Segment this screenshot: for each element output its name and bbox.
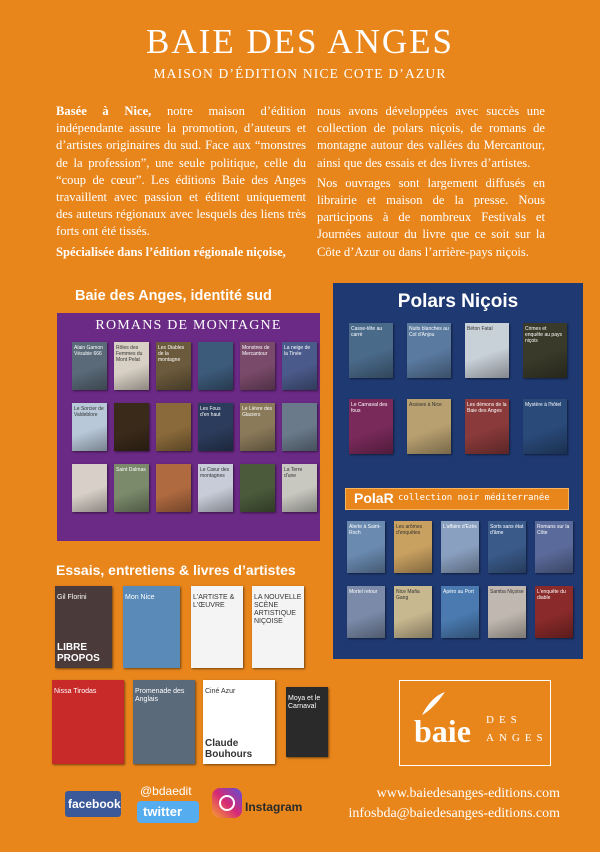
instagram-icon[interactable] bbox=[212, 788, 242, 818]
book-cover-title: Monstres de Mercantour bbox=[242, 345, 270, 357]
book-cover bbox=[441, 586, 479, 638]
polar-collection-band bbox=[345, 488, 569, 510]
book-cover-title: Samba Niçoise bbox=[490, 589, 524, 595]
book-cover bbox=[282, 342, 317, 390]
book-cover bbox=[347, 521, 385, 573]
book-cover-title: L'affaire d'Ezès bbox=[443, 524, 477, 530]
essay-book-cover bbox=[191, 586, 243, 668]
book-cover bbox=[488, 521, 526, 573]
essay-book-title: L'ARTISTE & L'ŒUVRE bbox=[193, 594, 235, 609]
book-cover bbox=[349, 399, 393, 454]
book-cover bbox=[72, 464, 107, 512]
essay-book-title: Nissa Tirodas bbox=[54, 688, 97, 695]
book-cover-title: Nice Mafia Gang bbox=[396, 589, 420, 601]
book-cover-title: Mortel retour bbox=[349, 589, 378, 595]
book-cover-title: Le Sorcier de Valdeblore bbox=[74, 406, 104, 418]
book-cover-title: Le Lièvre des Glaciers bbox=[242, 406, 273, 418]
publisher-logo bbox=[399, 680, 551, 766]
polar-logo: PolaR bbox=[354, 490, 394, 506]
book-cover bbox=[523, 323, 567, 378]
book-cover-title: Le Carnaval des fous bbox=[351, 402, 388, 414]
book-cover bbox=[407, 399, 451, 454]
essays-heading: Essais, entretiens & livres d’artistes bbox=[56, 562, 296, 578]
book-cover-title: Sorts sans état d'âme bbox=[490, 524, 524, 536]
intro-right-p1: nous avons développées avec succès une collection de polars niçois, de romans de montagne autour des vallées du Mercantour, ainsi que des essais et des livres d’artistes. bbox=[317, 104, 545, 170]
intro-lead: Basée à Nice, bbox=[56, 104, 152, 118]
book-cover bbox=[72, 342, 107, 390]
page-title: BAIE DES ANGES bbox=[145, 22, 455, 61]
essay-book-title: Promenade des Anglais bbox=[135, 688, 185, 703]
facebook-label: facebook bbox=[68, 797, 121, 811]
intro-right-column bbox=[317, 103, 545, 264]
book-cover-title: Alain Gamon Vésubie 666 bbox=[74, 345, 103, 357]
essay-book-cover bbox=[133, 680, 195, 764]
essay-book-subtitle: LIBRE PROPOS bbox=[57, 642, 100, 664]
book-cover bbox=[72, 403, 107, 451]
essay-book-cover bbox=[252, 586, 304, 668]
book-cover-title: Béton Fatal bbox=[467, 326, 493, 332]
twitter-button[interactable] bbox=[137, 801, 199, 823]
book-cover bbox=[523, 399, 567, 454]
book-cover bbox=[198, 464, 233, 512]
book-cover bbox=[535, 521, 573, 573]
essay-book-cover bbox=[55, 586, 112, 668]
book-cover-title: Mystère à l'hôtel bbox=[525, 402, 562, 408]
book-cover-title: Les démons de la Baie des Anges bbox=[467, 402, 507, 414]
book-cover bbox=[240, 403, 275, 451]
polars-panel-title: Polars Niçois bbox=[397, 291, 519, 312]
essay-book-cover bbox=[52, 680, 124, 764]
book-cover-title: Les arômes d'enquêtes bbox=[396, 524, 423, 536]
book-cover-title: Le Cœur des montagnes bbox=[200, 467, 230, 479]
book-cover-title: La neige de la Tinée bbox=[284, 345, 311, 357]
book-cover bbox=[394, 586, 432, 638]
essay-book-subtitle: Claude Bouhours bbox=[205, 738, 253, 760]
book-cover-title: L'enquête du diable bbox=[537, 589, 566, 601]
logo-des: DES bbox=[486, 714, 522, 726]
website-link[interactable]: www.baiedesanges-editions.com bbox=[376, 786, 560, 801]
identity-heading: Baie des Anges, identité sud bbox=[75, 288, 272, 304]
book-cover-title: Romans sur la Côte bbox=[537, 524, 570, 536]
book-cover bbox=[114, 403, 149, 451]
essay-book-title: Gil Florini bbox=[57, 594, 87, 601]
twitter-label: twitter bbox=[143, 804, 182, 819]
book-cover bbox=[488, 586, 526, 638]
twitter-handle: @bdaedit bbox=[140, 784, 192, 798]
book-cover bbox=[156, 342, 191, 390]
essay-book-title: LA NOUVELLE SCÈNE ARTISTIQUE NIÇOISE bbox=[254, 594, 302, 625]
book-cover bbox=[465, 323, 509, 378]
book-cover bbox=[156, 403, 191, 451]
book-cover bbox=[198, 403, 233, 451]
book-cover bbox=[465, 399, 509, 454]
book-cover-title: Crimes et enquête au pays niçois bbox=[525, 326, 562, 344]
book-cover bbox=[240, 342, 275, 390]
book-cover bbox=[394, 521, 432, 573]
book-cover bbox=[114, 464, 149, 512]
essay-book-title: Moya et le Carnaval bbox=[288, 695, 321, 710]
book-cover bbox=[349, 323, 393, 378]
page-subtitle: MAISON D’ÉDITION NICE COTE D’AZUR bbox=[153, 66, 447, 81]
book-cover-title: Les Fous d'en haut bbox=[200, 406, 221, 418]
book-cover bbox=[535, 586, 573, 638]
intro-right-p2: Nos ouvrages sont largement diffusés en librairie et maison de la presse. Nous participons à de nombreux Festivals et Journées autour du livre que ce soit sur la Côte d’Azur ou dans l’arrière-pays niçois. bbox=[317, 175, 545, 259]
polars-panel bbox=[333, 283, 583, 659]
book-cover-title: Casse-tête au carré bbox=[351, 326, 383, 338]
facebook-button[interactable] bbox=[65, 791, 121, 817]
book-cover-title: Alerte à Saint-Roch bbox=[349, 524, 381, 536]
book-cover bbox=[156, 464, 191, 512]
book-cover-title: Saint Dalmas bbox=[116, 467, 146, 473]
logo-main: baie bbox=[414, 713, 471, 749]
essay-book-title: Mon Nice bbox=[125, 594, 155, 601]
book-cover bbox=[441, 521, 479, 573]
book-cover-title: Rôles des Femmes du Mont Pelat bbox=[116, 345, 143, 363]
book-cover bbox=[240, 464, 275, 512]
essay-book-title: Ciné Azur bbox=[205, 688, 236, 695]
intro-body: notre maison d’édition indépendante assure la promotion, d’auteurs et d’artistes originaires du sud. Face aux “monstres de la profession”, une seule politique, celle du “coup de cœur”. Les éditions Baie des Anges travaillent avec passion et éditent uniquement des auteurs régionaux avec lesquels des liens très forts ont été tissés. bbox=[56, 104, 306, 239]
mountain-novels-panel bbox=[57, 313, 320, 541]
logo-anges: ANGES bbox=[486, 732, 548, 744]
essay-book-cover bbox=[203, 680, 275, 764]
book-cover bbox=[114, 342, 149, 390]
book-cover bbox=[198, 342, 233, 390]
book-cover bbox=[347, 586, 385, 638]
instagram-label: Instagram bbox=[245, 800, 303, 814]
essay-book-cover bbox=[286, 687, 328, 757]
email-link[interactable]: infosbda@baiedesanges-editions.com bbox=[348, 806, 560, 821]
book-cover-title: La Terre d'une bbox=[284, 467, 303, 479]
book-cover-title: Assises à Nice bbox=[409, 402, 442, 408]
book-cover-title: Nuits blanches au Col d'Anjou bbox=[409, 326, 449, 338]
intro-left-column bbox=[56, 103, 306, 264]
essay-book-cover bbox=[123, 586, 180, 668]
book-cover bbox=[282, 403, 317, 451]
book-cover bbox=[407, 323, 451, 378]
mountain-panel-title: ROMANS DE MONTAGNE bbox=[95, 318, 282, 333]
book-cover-title: Apéro au Port bbox=[443, 589, 474, 595]
book-cover bbox=[282, 464, 317, 512]
book-cover-title: Les Diables de la montagne bbox=[158, 345, 185, 363]
intro-specialty: Spécialisée dans l’édition régionale niçoise, bbox=[56, 244, 286, 259]
polar-collection-label: collection noir méditerranée bbox=[398, 493, 550, 503]
